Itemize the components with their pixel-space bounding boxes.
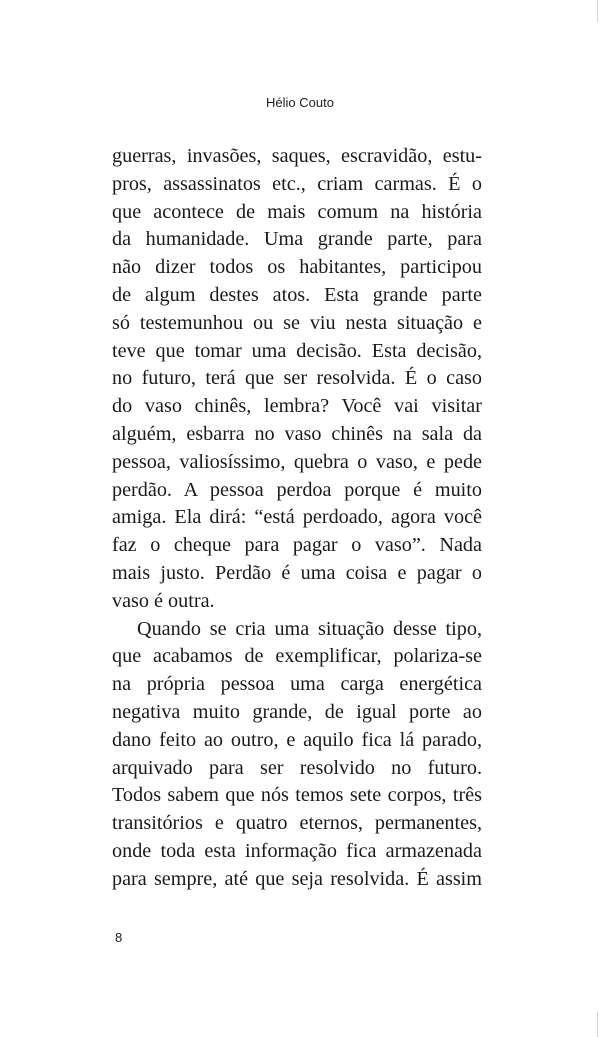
text-line: do vaso chinês, lembra? Você vai visitar	[112, 395, 482, 418]
text-line: Quando se cria uma situação desse tipo,	[137, 617, 482, 640]
text-line: mais justo. Perdão é uma coisa e pagar o	[112, 561, 482, 584]
text-line: negativa muito grande, de igual porte ao	[112, 700, 482, 723]
text-line: faz o cheque para pagar o vaso”. Nada	[112, 534, 482, 557]
text-line: transitórios e quatro eternos, permanentes,	[112, 812, 482, 835]
running-head: Hélio Couto	[266, 95, 334, 110]
text-line: Todos sabem que nós temos sete corpos, três	[112, 784, 482, 807]
text-line: que acabamos de exemplificar, polariza-se	[112, 645, 482, 668]
page-number: 8	[115, 930, 123, 945]
text-line: guerras, invasões, saques, escravidão, estu-	[112, 145, 482, 167]
text-line: perdão. A pessoa perdoa porque é muito	[112, 478, 482, 501]
text-line: no futuro, terá que ser resolvida. É o caso	[112, 367, 482, 390]
text-line: dano feito ao outro, e aquilo fica lá parado,	[112, 728, 482, 751]
body-text	[112, 143, 482, 894]
crop-mark-top-right	[597, 0, 598, 22]
text-line: para sempre, até que seja resolvida. É assim	[112, 867, 482, 890]
text-line: que acontece de mais comum na história	[112, 200, 482, 223]
text-line: teve que tomar uma decisão. Esta decisão,	[112, 339, 482, 362]
text-line: não dizer todos os habitantes, participou	[112, 256, 482, 279]
text-line: pessoa, valiosíssimo, quebra o vaso, e pede	[112, 450, 482, 473]
text-line: arquivado para ser resolvido no futuro.	[112, 756, 482, 779]
crop-mark-bottom-right	[597, 1012, 598, 1037]
text-line: pros, assassinatos etc., criam carmas. É o	[112, 172, 482, 195]
text-line: da humanidade. Uma grande parte, para	[112, 228, 482, 251]
text-line: de algum destes atos. Esta grande parte	[112, 283, 482, 306]
text-line: vaso é outra.	[112, 589, 215, 612]
text-line: na própria pessoa uma carga energética	[112, 673, 482, 696]
text-line: só testemunhou ou se viu nesta situação e	[112, 311, 482, 334]
text-line: alguém, esbarra no vaso chinês na sala da	[112, 422, 482, 445]
text-line: onde toda esta informação fica armazenada	[112, 839, 482, 862]
text-line: amiga. Ela dirá: “está perdoado, agora você	[112, 506, 482, 529]
